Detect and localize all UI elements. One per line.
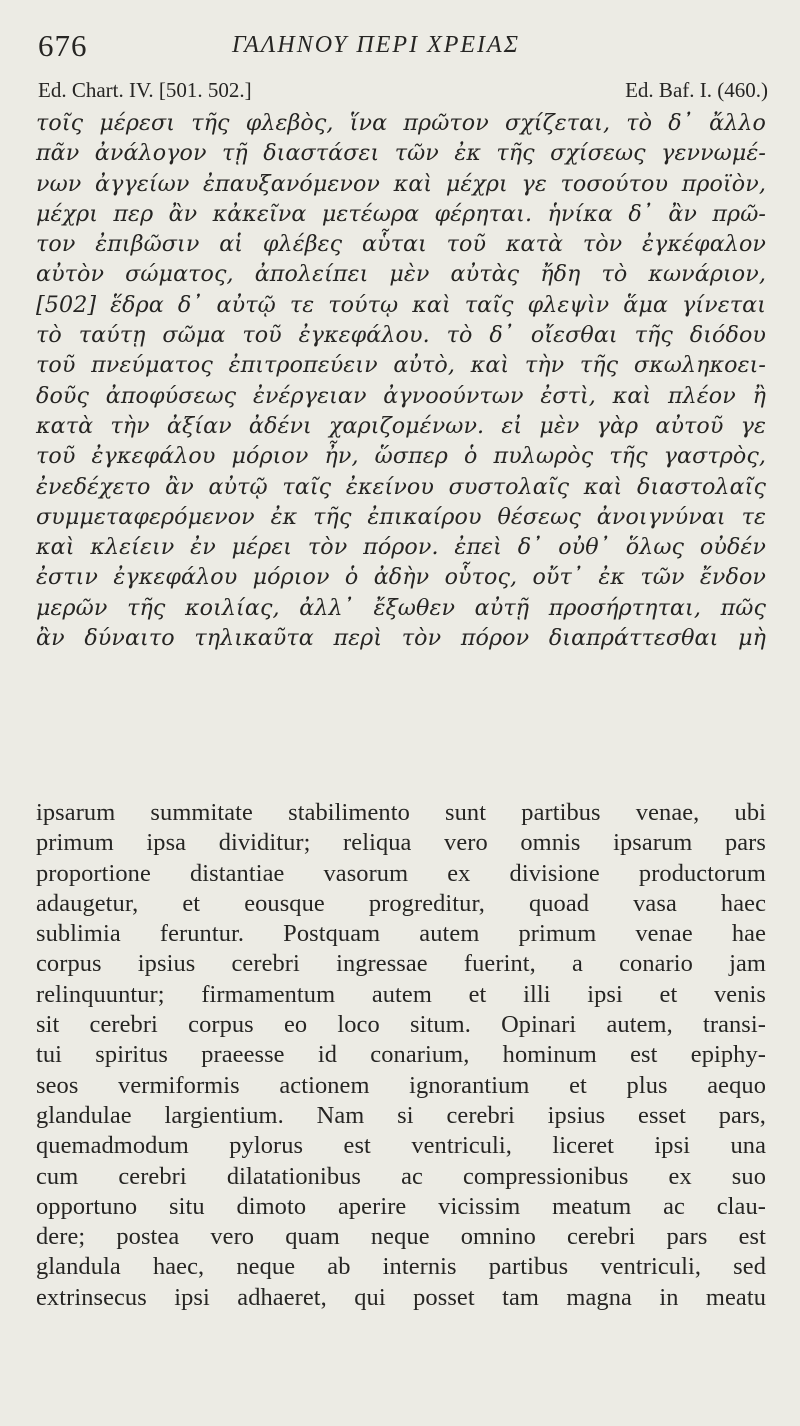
page-header (38, 28, 768, 68)
latin-line: quemadmodum pylorus est ventriculi, liceret ipsi una (36, 1132, 766, 1160)
greek-line: τὸ ταύτῃ σῶμα τοῦ ἐγκεφάλου. τὸ δ᾽ οἴεσθαι τῆς διόδου (36, 322, 766, 349)
greek-line: αὐτὸν σώματος, ἀπολείπει μὲν αὐτὰς ἤδη τὸ κωνάριον, (36, 261, 766, 288)
greek-line: συμμεταφερόμενον ἐκ τῆς ἐπικαίρου θέσεως ἀνοιγνύναι τε (36, 503, 766, 530)
edition-basel-reference: Ed. Baf. I. (460.) (625, 78, 768, 102)
greek-text-block (36, 108, 766, 653)
latin-line: sit cerebri corpus eo loco situm. Opinari autem, transi- (36, 1011, 766, 1039)
greek-line: μέχρι περ ἂν κἀκεῖνα μετέωρα φέρηται. ἡνίκα δ᾽ ἂν πρῶ- (36, 200, 766, 227)
running-title: ΓΑΛΗΝΟΥ ΠΕΡΙ ΧΡΕΙΑΣ (232, 32, 520, 58)
latin-line: extrinsecus ipsi adhaeret, qui posset tam magna in meatu (36, 1283, 766, 1311)
greek-line: καὶ κλείειν ἐν μέρει τὸν πόρον. ἐπεὶ δ᾽ οὐθ᾽ ὅλως οὐδέν (36, 534, 766, 561)
greek-line: δοῦς ἀποφύσεως ἐνέργειαν ἀγνοούντων ἐστὶ, καὶ πλέον ἢ (36, 382, 766, 409)
latin-line: dere; postea vero quam neque omnino cerebri pars est (36, 1223, 766, 1251)
latin-line: opportuno situ dimoto aperire vicissim meatum ac clau- (36, 1192, 766, 1220)
latin-line: adaugetur, et eousque progreditur, quoad vasa haec (36, 889, 766, 917)
greek-line: ἂν δύναιτο τηλικαῦτα περὶ τὸν πόρον διαπράττεσθαι μὴ (36, 625, 766, 652)
edition-chartier-reference: Ed. Chart. IV. [501. 502.] (38, 78, 252, 102)
greek-line: τοῖς μέρεσι τῆς φλεβὸς, ἵνα πρῶτον σχίζεται, τὸ δ᾽ ἄλλο (36, 110, 766, 136)
greek-line: τοῦ πνεύματος ἐπιτροπεύειν αὐτὸ, καὶ τὴν τῆς σκωληκοει- (36, 352, 766, 379)
latin-line: ipsarum summitate stabilimento sunt partibus venae, ubi (36, 799, 766, 826)
page-number: 676 (38, 28, 88, 63)
latin-line: corpus ipsius cerebri ingressae fuerint, a conario jam (36, 950, 766, 978)
edition-reference-line (38, 78, 768, 108)
greek-line: νων ἀγγείων ἐπαυξανόμενον καὶ μέχρι γε τοσούτου προϊὸν, (36, 170, 766, 197)
greek-line: ἐνεδέχετο ἂν αὐτῷ ταῖς ἐκείνου συστολαῖς καὶ διαστολαῖς (36, 473, 766, 500)
latin-line: seos vermiformis actionem ignorantium et plus aequo (36, 1071, 766, 1099)
latin-line: sublimia feruntur. Postquam autem primum venae hae (36, 920, 766, 948)
latin-line: proportione distantiae vasorum ex divisione productorum (36, 859, 766, 887)
greek-line: κατὰ τὴν ἀξίαν ἀδένι χαριζομένων. εἰ μὲν γὰρ αὐτοῦ γε (36, 412, 766, 439)
latin-text-block (36, 798, 766, 1313)
greek-line: [502] ἕδρα δ᾽ αὐτῷ τε τούτῳ καὶ ταῖς φλεψὶν ἅμα γίνεται (36, 291, 766, 318)
latin-line: glandula haec, neque ab internis partibus ventriculi, sed (36, 1253, 766, 1281)
greek-line: τοῦ ἐγκεφάλου μόριον ἦν, ὥσπερ ὁ πυλωρὸς τῆς γαστρὸς, (36, 443, 766, 470)
greek-line: τον ἐπιβῶσιν αἱ φλέβες αὗται τοῦ κατὰ τὸν ἐγκέφαλον (36, 231, 766, 258)
latin-line: primum ipsa dividitur; reliqua vero omnis ipsarum pars (36, 829, 766, 857)
latin-line: cum cerebri dilatationibus ac compressionibus ex suo (36, 1162, 766, 1190)
greek-line: πᾶν ἀνάλογον τῇ διαστάσει τῶν ἐκ τῆς σχίσεως γεννωμέ- (36, 140, 766, 167)
greek-line: ἐστιν ἐγκεφάλου μόριον ὁ ἀδὴν οὗτος, οὔτ᾽ ἐκ τῶν ἔνδον (36, 564, 766, 591)
latin-line: tui spiritus praeesse id conarium, hominum est epiphy- (36, 1041, 766, 1069)
greek-line: μερῶν τῆς κοιλίας, ἀλλ᾽ ἔξωθεν αὐτῇ προσήρτηται, πῶς (36, 594, 766, 621)
latin-line: glandulae largientium. Nam si cerebri ipsius esset pars, (36, 1101, 766, 1129)
latin-line: relinquuntur; firmamentum autem et illi ipsi et venis (36, 980, 766, 1008)
